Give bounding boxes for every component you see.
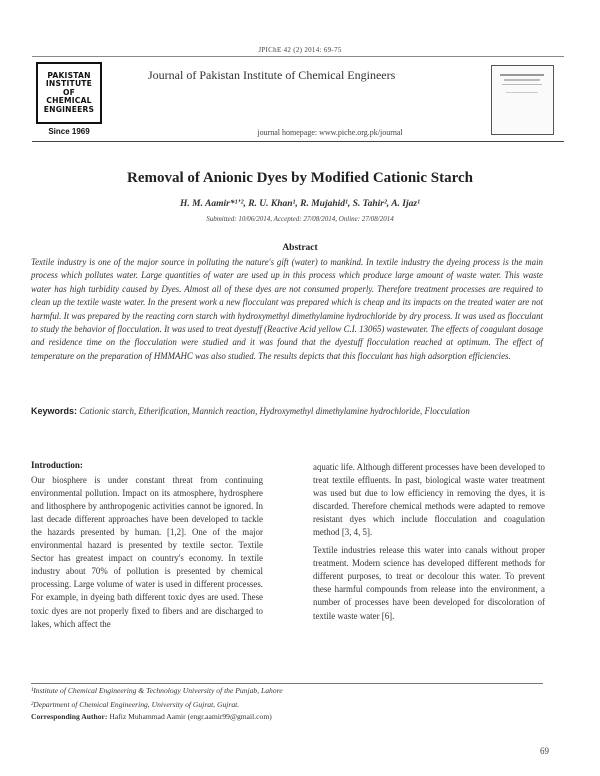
body-paragraph: Textile industries release this water into canals without proper treatment. Modern science has developed different methods for different purposes, to treat or decolour this water. To prevent these harmful compounds from release into the environment, a number of processes have been developed for discoloration of textile waste water [6]. xyxy=(313,545,545,621)
journal-cover-thumbnail xyxy=(491,65,554,135)
right-column xyxy=(313,461,545,628)
left-column xyxy=(31,459,263,631)
abstract-text: Textile industry is one of the major source in polluting the nature's gift (water) to mankind. In textile industry the dyeing process is the main process which pollutes water. Large quantities of water are used up in this process which produce large amount of waste water. This waste water has high turbidity caused by Dyes. Almost all of these dyes are not consumed properly. Therefore treatment processes are required to clean up the textile waste water. In the present work a new flocculant was prepared which is cheap and its impacts on the treated water are not harmful. It was prepared by the reacting corn starch with hydroxymethyl dimethylamine hydrochloride by dry process. It was used as flocculant to study the behavior of flocculation. It was used to treat dyestuff (Reactive Acid yellow C.I. 13065) wastewater. The effects of coagulant dosage and residence time on the flocculation were studied and it was found that the dyestuff flocculation reached at optimum. The effect of temperature on the preparation of HMMAHC was also studied. The results depicts that this flocculant has high adsorption efficiencies. xyxy=(31,257,543,361)
corresponding-text: Hafiz Muhammad Aamir (engr.aamir99@gmail.com) xyxy=(109,712,272,721)
abstract-heading: Abstract xyxy=(282,243,318,253)
affiliation-2: ²Department of Chemical Engineering, University of Gujrat, Gujrat. xyxy=(31,700,240,709)
piche-logo xyxy=(36,62,102,124)
cover-line xyxy=(502,84,542,85)
since-label: Since 1969 xyxy=(48,127,90,136)
logo-line: INSTITUTE xyxy=(45,79,93,89)
body-paragraph: aquatic life. Although different processes have been developed to treat textile effluents. In past, biological waste water treatment was used but due to low efficiency in removing the dyes, it is discarded. Therefore chemical methods were adapted to remove resistant dyes which include flocculation and coagulation method [3, 4, 5]. xyxy=(313,462,545,538)
cover-line xyxy=(506,92,538,93)
journal-homepage: journal homepage: www.piche.org.pk/journal xyxy=(257,128,403,137)
keywords-text: Cationic starch, Etherification, Mannich reaction, Hydroxymethyl dimethylamine hydrochloride, Flocculation xyxy=(79,406,470,416)
corresponding-author xyxy=(31,712,551,721)
header-top-rule xyxy=(32,56,564,57)
logo-line: ENGINEERS xyxy=(43,104,95,114)
logo-line: PAKISTAN xyxy=(47,70,91,80)
intro-paragraph: Our biosphere is under constant threat from continuing environmental pollution. Impact on its atmosphere, hydrosphere and lithosphere by anthropogenic activities cannot be ignored. In last decade different approaches have been developed to tackle the hazards presented by human. [1,2]. One of the major environmental hazard is presented by textile sector. Textile Sector has greatest impact on country's economy. In textile industry about 70% of pollution is presented by chemical processing. Large volume of water is used in different processes. For example, in dyeing bath different toxic dyes are used. These toxic dyes are not properly fixed to fibers and are discharged to lakes, which affect the xyxy=(31,475,263,629)
cover-line xyxy=(500,74,544,76)
keywords xyxy=(31,405,543,419)
cover-line xyxy=(504,79,540,81)
submission-dates: Submitted: 10/06/2014, Accepted: 27/08/2014, Online: 27/08/2014 xyxy=(206,215,394,223)
author-list: H. M. Aamir*¹ʼ², R. U. Khan¹, R. Mujahid¹, S. Tahir², A. Ijaz¹ xyxy=(180,199,420,209)
footnote-rule xyxy=(31,683,543,684)
intro-heading: Introduction: xyxy=(31,460,83,470)
header-bottom-rule xyxy=(32,141,564,142)
journal-citation: JPIChE 42 (2) 2014: 69-75 xyxy=(258,46,342,54)
paper-title: Removal of Anionic Dyes by Modified Cationic Starch xyxy=(127,170,473,186)
corresponding-label: Corresponding Author: xyxy=(31,712,108,721)
keywords-label: Keywords: xyxy=(31,406,78,416)
logo-line: CHEMICAL xyxy=(46,96,92,106)
page-number: 69 xyxy=(540,746,549,756)
affiliation-1: ¹Institute of Chemical Engineering & Technology University of the Punjab, Lahore xyxy=(31,686,283,695)
journal-title: Journal of Pakistan Institute of Chemical Engineers xyxy=(148,68,396,82)
logo-line: OF xyxy=(62,87,76,97)
